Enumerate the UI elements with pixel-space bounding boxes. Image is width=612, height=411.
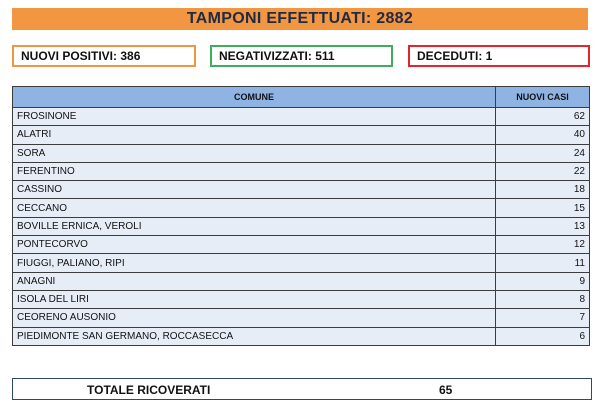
tamponi-label: TAMPONI EFFETTUATI: 2882	[186, 10, 414, 27]
comune-cell: ALATRI	[13, 126, 496, 144]
table-row	[13, 290, 590, 308]
nuovi-casi-cell: 11	[496, 254, 590, 272]
totale-ricoverati-label: TOTALE RICOVERATI	[87, 383, 211, 397]
table-row	[13, 108, 590, 126]
table-row	[13, 126, 590, 144]
negativizzati-label: NEGATIVIZZATI: 511	[219, 49, 335, 63]
deceduti-box	[408, 45, 590, 67]
table-row	[13, 309, 590, 327]
comune-cell: FERENTINO	[13, 162, 496, 180]
column-header-nuovi-casi: NUOVI CASI	[496, 87, 590, 108]
nuovi-casi-cell: 8	[496, 290, 590, 308]
totale-ricoverati-box	[12, 378, 592, 400]
table-row	[13, 144, 590, 162]
nuovi-casi-cell: 15	[496, 199, 590, 217]
nuovi-positivi-label: NUOVI POSITIVI: 386	[21, 49, 141, 63]
table-header-row	[13, 87, 590, 108]
comune-cell: FIUGGI, PALIANO, RIPI	[13, 254, 496, 272]
tamponi-banner	[12, 8, 588, 30]
table-row	[13, 199, 590, 217]
comune-cell: CASSINO	[13, 181, 496, 199]
comune-cell: PONTECORVO	[13, 236, 496, 254]
comune-cell: FROSINONE	[13, 108, 496, 126]
nuovi-positivi-box	[12, 45, 196, 67]
nuovi-casi-cell: 18	[496, 181, 590, 199]
comune-cell: CEORENO AUSONIO	[13, 309, 496, 327]
table-row	[13, 327, 590, 345]
comune-cell: ISOLA DEL LIRI	[13, 290, 496, 308]
nuovi-casi-cell: 12	[496, 236, 590, 254]
nuovi-casi-cell: 22	[496, 162, 590, 180]
deceduti-label: DECEDUTI: 1	[417, 49, 493, 63]
nuovi-casi-cell: 9	[496, 272, 590, 290]
comune-cell: SORA	[13, 144, 496, 162]
nuovi-casi-cell: 6	[496, 327, 590, 345]
column-header-comune: COMUNE	[13, 87, 496, 108]
comune-cell: CECCANO	[13, 199, 496, 217]
nuovi-casi-cell: 40	[496, 126, 590, 144]
table-row	[13, 272, 590, 290]
table-row	[13, 236, 590, 254]
table-row	[13, 254, 590, 272]
table-row	[13, 162, 590, 180]
table-row	[13, 217, 590, 235]
table-row	[13, 181, 590, 199]
nuovi-casi-cell: 7	[496, 309, 590, 327]
nuovi-casi-cell: 13	[496, 217, 590, 235]
comuni-table	[12, 86, 590, 346]
totale-ricoverati-value: 65	[439, 383, 453, 397]
nuovi-casi-cell: 24	[496, 144, 590, 162]
comune-cell: BOVILLE ERNICA, VEROLI	[13, 217, 496, 235]
negativizzati-box	[210, 45, 393, 67]
nuovi-casi-cell: 62	[496, 108, 590, 126]
comune-cell: PIEDIMONTE SAN GERMANO, ROCCASECCA	[13, 327, 496, 345]
comune-cell: ANAGNI	[13, 272, 496, 290]
